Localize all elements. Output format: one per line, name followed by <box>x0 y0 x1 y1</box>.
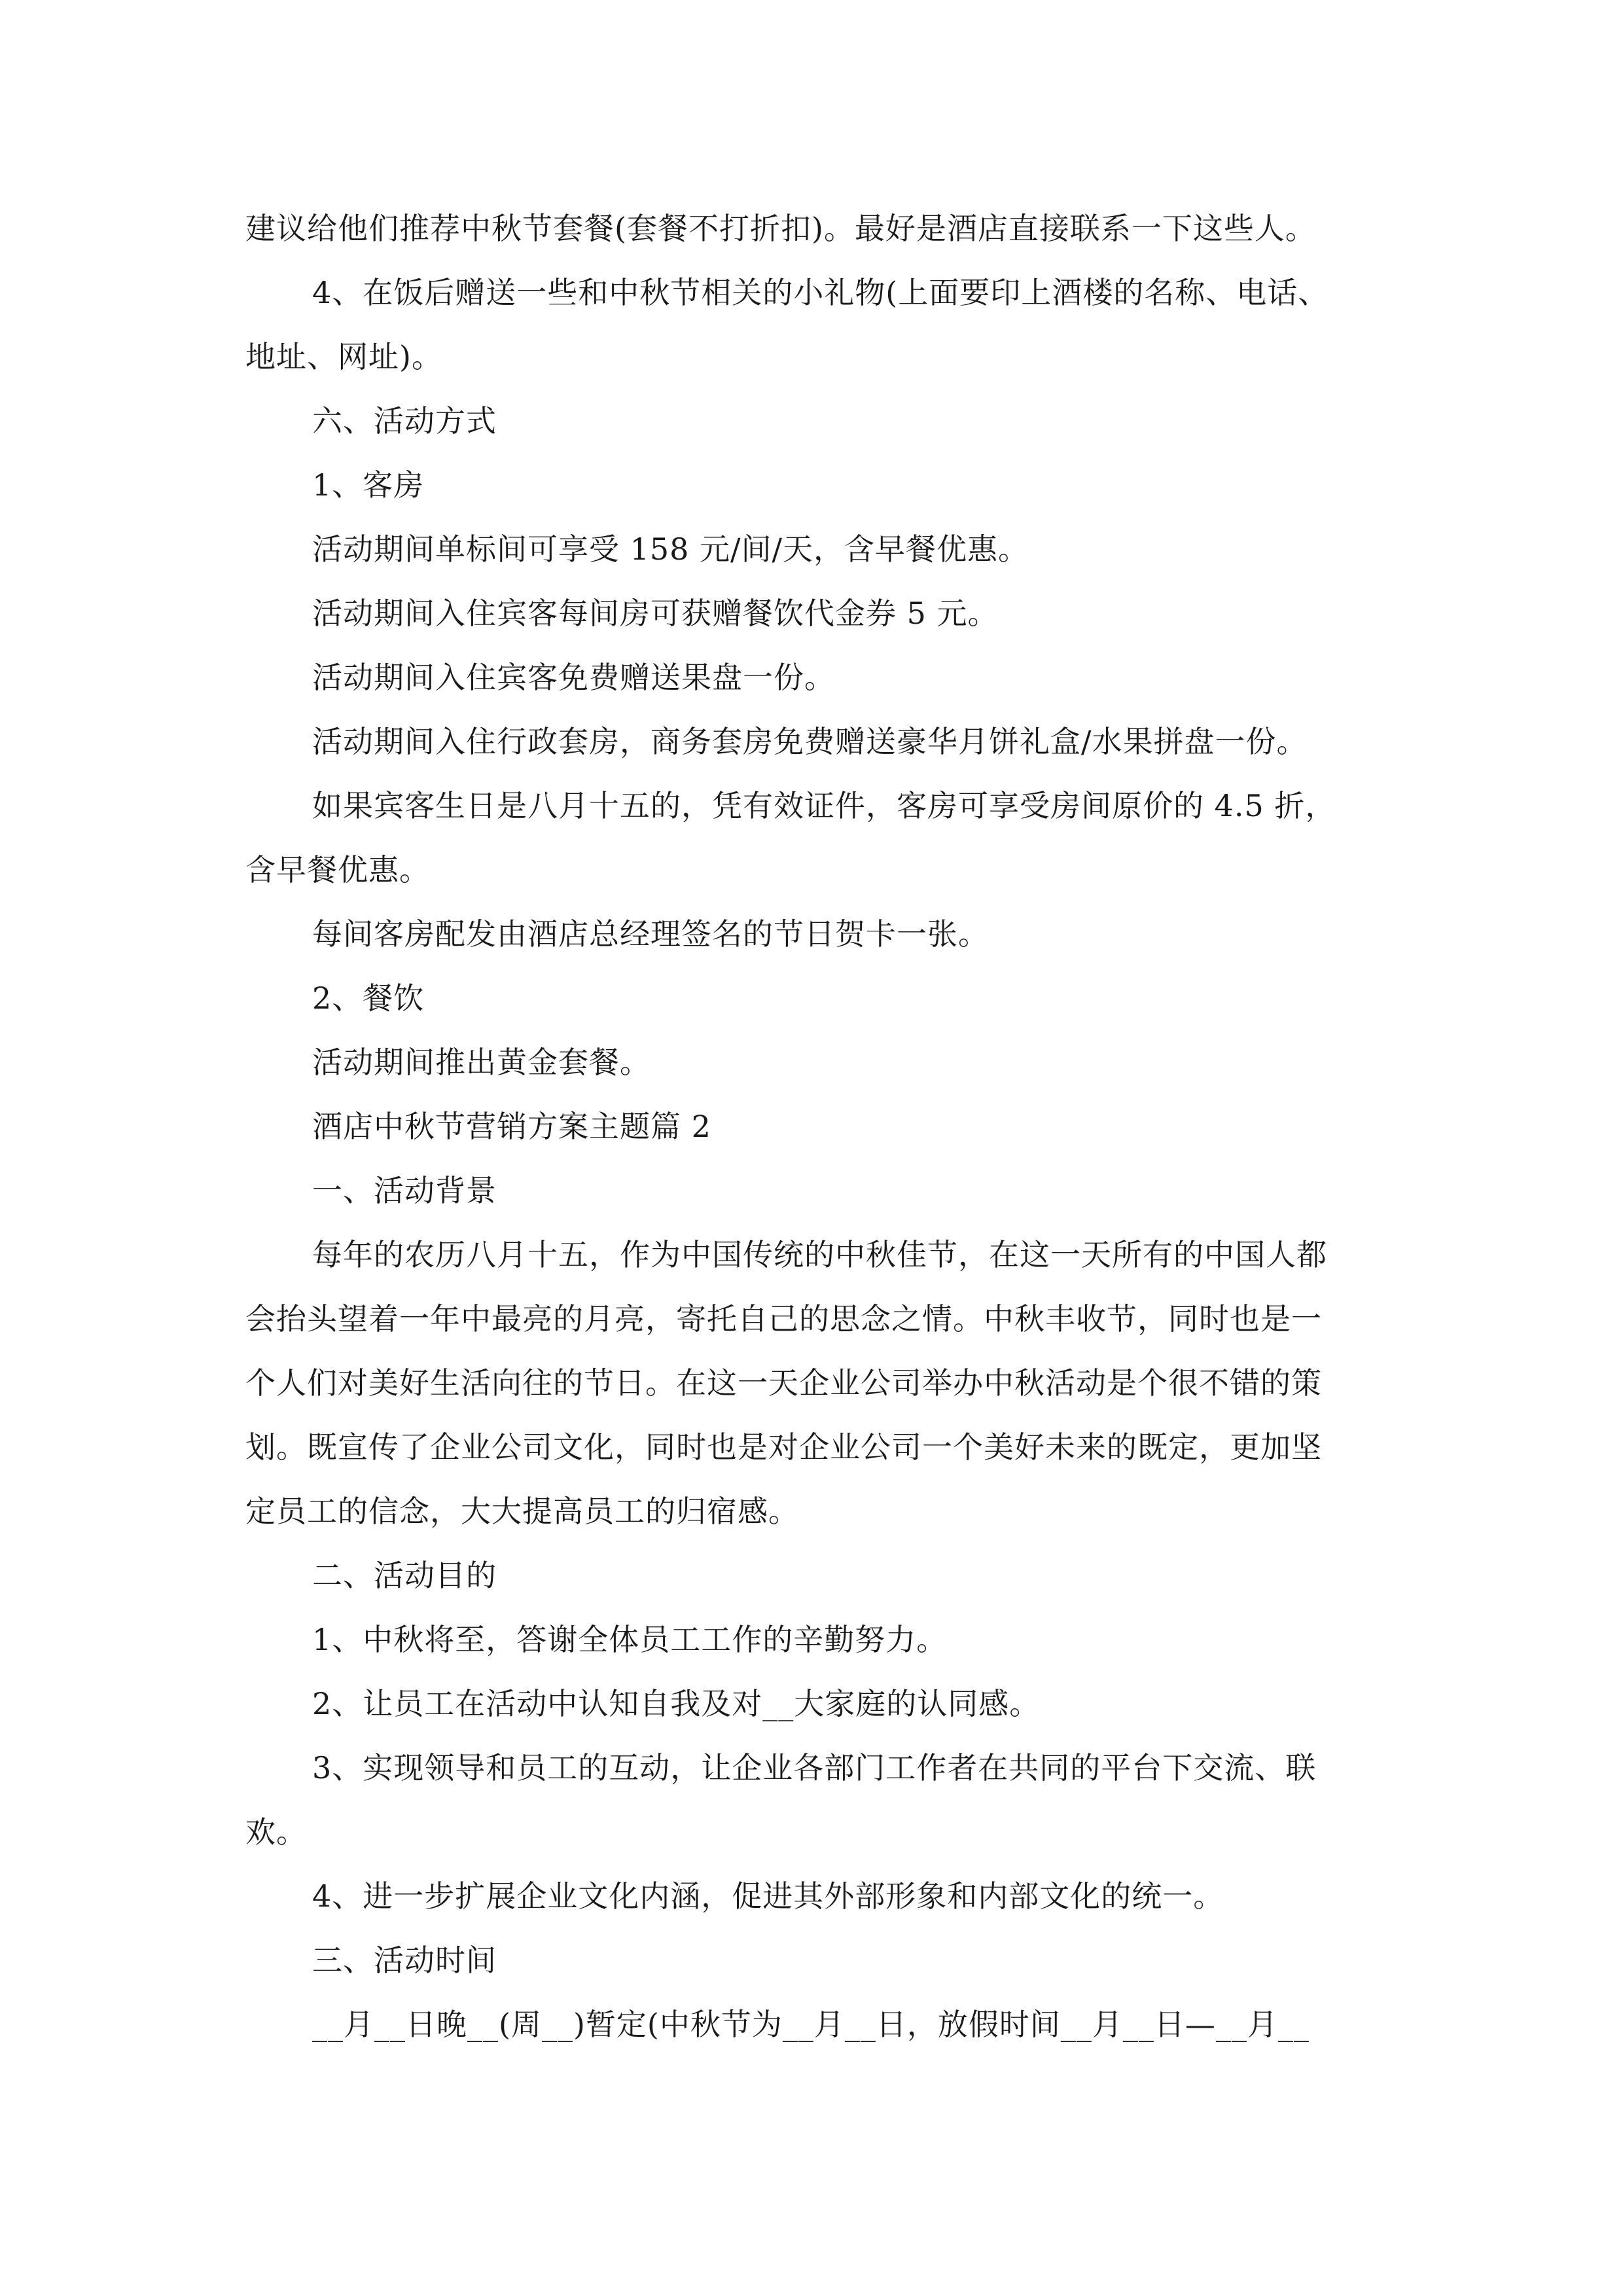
text-line: 活动期间入住行政套房，商务套房免费赠送豪华月饼礼盒/水果拼盘一份。 <box>312 724 1308 759</box>
text-line: 会抬头望着一年中最亮的月亮，寄托自己的思念之情。中秋丰收节，同时也是一 <box>245 1301 1322 1336</box>
text-line: 1、客房 <box>312 467 425 503</box>
text-line: 活动期间单标间可享受 158 元/间/天，含早餐优惠。 <box>312 531 1029 567</box>
text-line: 地址、网址)。 <box>245 339 442 374</box>
text-line: __月__日晚__(周__)暂定(中秋节为__月__日，放假时间__月__日—__月__ <box>312 2007 1310 2042</box>
text-line: 一、活动背景 <box>312 1173 497 1208</box>
text-line: 定员工的信念，大大提高员工的归宿感。 <box>245 1494 799 1529</box>
text-line: 活动期间入住宾客免费赠送果盘一份。 <box>312 660 835 695</box>
text-line: 三、活动时间 <box>312 1943 497 1978</box>
text-line: 六、活动方式 <box>312 403 497 439</box>
text-line: 酒店中秋节营销方案主题篇 2 <box>312 1109 711 1144</box>
text-line: 欢。 <box>245 1814 307 1850</box>
text-line: 如果宾客生日是八月十五的，凭有效证件，客房可享受房间原价的 4.5 折， <box>312 788 1336 823</box>
text-line: 1、中秋将至，答谢全体员工工作的辛勤努力。 <box>312 1622 948 1657</box>
text-line: 建议给他们推荐中秋节套餐(套餐不打折扣)。最好是酒店直接联系一下这些人。 <box>245 211 1316 246</box>
text-line: 2、餐饮 <box>312 980 425 1016</box>
text-line: 每年的农历八月十五，作为中国传统的中秋佳节，在这一天所有的中国人都 <box>312 1237 1327 1272</box>
text-line: 划。既宣传了企业公司文化，同时也是对企业公司一个美好未来的既定，更加坚 <box>245 1429 1322 1465</box>
text-line: 活动期间入住宾客每间房可获赠餐饮代金券 5 元。 <box>312 596 999 631</box>
text-line: 2、让员工在活动中认知自我及对__大家庭的认同感。 <box>312 1686 1041 1721</box>
text-line: 4、进一步扩展企业文化内涵，促进其外部形象和内部文化的统一。 <box>312 1878 1224 1914</box>
document-body <box>245 196 1410 2056</box>
text-line: 4、在饭后赠送一些和中秋节相关的小礼物(上面要印上酒楼的名称、电话、 <box>312 275 1329 310</box>
text-line: 个人们对美好生活向往的节日。在这一天企业公司举办中秋活动是个很不错的策 <box>245 1365 1322 1401</box>
text-line: 每间客房配发由酒店总经理签名的节日贺卡一张。 <box>312 916 989 952</box>
text-line: 二、活动目的 <box>312 1558 497 1593</box>
text-line: 3、实现领导和员工的互动，让企业各部门工作者在共同的平台下交流、联 <box>312 1750 1317 1785</box>
text-line: 含早餐优惠。 <box>245 852 430 888</box>
text-line: 活动期间推出黄金套餐。 <box>312 1045 651 1080</box>
